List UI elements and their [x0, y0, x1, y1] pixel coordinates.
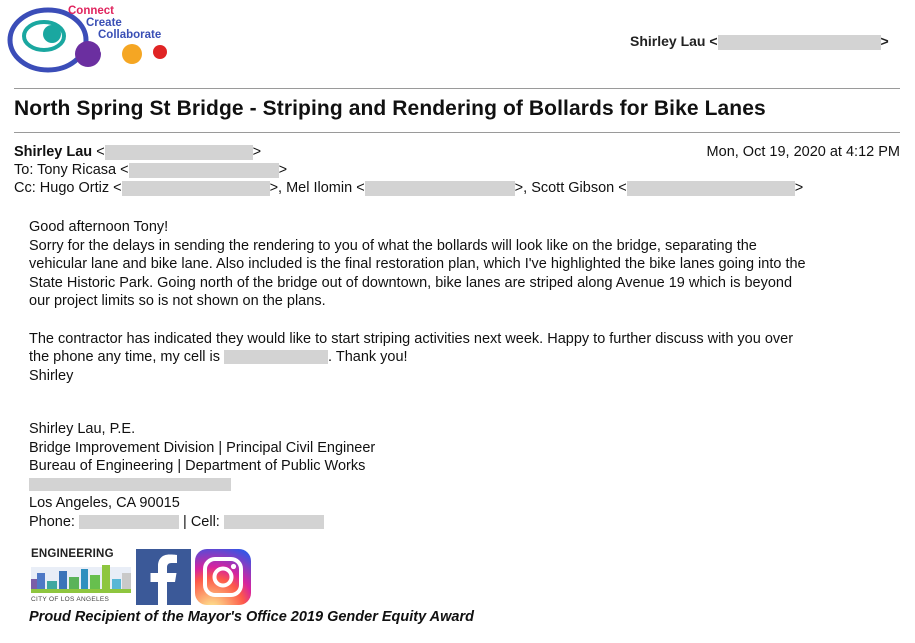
instagram-glyph: [195, 549, 251, 605]
phone-label: Phone:: [29, 513, 79, 530]
signature-name: Shirley Lau, P.E.: [29, 421, 136, 437]
logo-dots: [118, 44, 178, 68]
cc-scott: >, Scott Gibson <: [514, 180, 627, 196]
to-close: >: [278, 162, 288, 178]
skyline-graphic: [31, 563, 131, 593]
cc-prefix: Cc: Hugo Ortiz <: [14, 180, 122, 196]
cc-close: >: [794, 180, 804, 196]
message-to: [14, 161, 287, 180]
paragraph-line: Sorry for the delays in sending the rendering to you of what the bollards will look like on the bridge, separating the: [29, 237, 757, 254]
message-cc: [14, 179, 803, 198]
redacted-phone: [224, 350, 328, 364]
from-open: <: [92, 144, 105, 160]
header-sender: [630, 33, 889, 50]
signature-phone: [29, 513, 629, 532]
redacted-phone: [79, 515, 179, 529]
logo-connect-text: Connect: [68, 5, 114, 17]
redacted-email: [365, 181, 515, 196]
paragraph-line: State Historic Park. Going north of the bridge out of downtown, bike lanes are striped along Avenue 19 which is beyond: [29, 274, 793, 291]
signoff: Shirley: [29, 367, 74, 384]
paragraph-line: our project limits so is not shown on the plans.: [29, 293, 326, 310]
signature-address: [29, 476, 629, 495]
engineering-logo: [29, 548, 133, 606]
email-subject: North Spring St Bridge - Striping and Rendering of Bollards for Bike Lanes: [14, 97, 766, 120]
redacted-cell: [224, 515, 324, 529]
greeting: Good afternoon Tony!: [29, 219, 169, 235]
redacted-email: [122, 181, 270, 196]
header-sender-name: Shirley Lau <: [630, 33, 718, 49]
phone-line-pre: the phone any time, my cell is: [29, 349, 225, 366]
redacted-email: [627, 181, 795, 196]
to-prefix: To: Tony Ricasa <: [14, 162, 129, 178]
from-name: Shirley Lau: [14, 144, 93, 160]
engineering-logo-subtitle: CITY OF LOS ANGELES: [31, 596, 110, 603]
from-close: >: [252, 144, 262, 160]
signature-bureau: Bureau of Engineering | Department of Public Works: [29, 458, 366, 475]
message-from: [14, 143, 261, 162]
spacer: [29, 311, 899, 330]
divider: [14, 88, 900, 89]
logo-create-text: Create: [86, 17, 122, 29]
redacted-email: [105, 145, 253, 160]
redacted-address: [29, 478, 231, 491]
signature-division: Bridge Improvement Division | Principal Civil Engineer: [29, 439, 376, 456]
email-body: [29, 218, 899, 385]
paragraph-line: [29, 348, 899, 367]
paragraph-line: vehicular lane and bike lane. Also included is the final restoration plan, which I've highlighted the bike lanes going into the: [29, 256, 806, 273]
message-date: Mon, Oct 19, 2020 at 4:12 PM: [706, 144, 900, 160]
phone-line-post: . Thank you!: [328, 349, 408, 366]
signature-block: [29, 420, 629, 532]
engineering-logo-title: ENGINEERING: [31, 548, 114, 560]
paragraph-line: The contractor has indicated they would like to start striping activities next week. Happy to further discuss with you over: [29, 330, 794, 347]
cell-label: | Cell:: [179, 513, 224, 530]
connect-create-collaborate-logo: [6, 4, 186, 76]
facebook-glyph: [136, 549, 191, 605]
award-text: Proud Recipient of the Mayor's Office 2019 Gender Equity Award: [29, 609, 474, 625]
cc-mel: >, Mel Ilomin <: [269, 180, 365, 196]
facebook-icon[interactable]: [136, 549, 191, 605]
signature-city: Los Angeles, CA 90015: [29, 495, 180, 512]
instagram-icon[interactable]: [195, 549, 251, 605]
divider: [14, 132, 900, 133]
redacted-email: [718, 35, 881, 50]
header-sender-close: >: [880, 33, 889, 49]
logo-collaborate-text: Collaborate: [98, 29, 162, 41]
redacted-email: [129, 163, 279, 178]
